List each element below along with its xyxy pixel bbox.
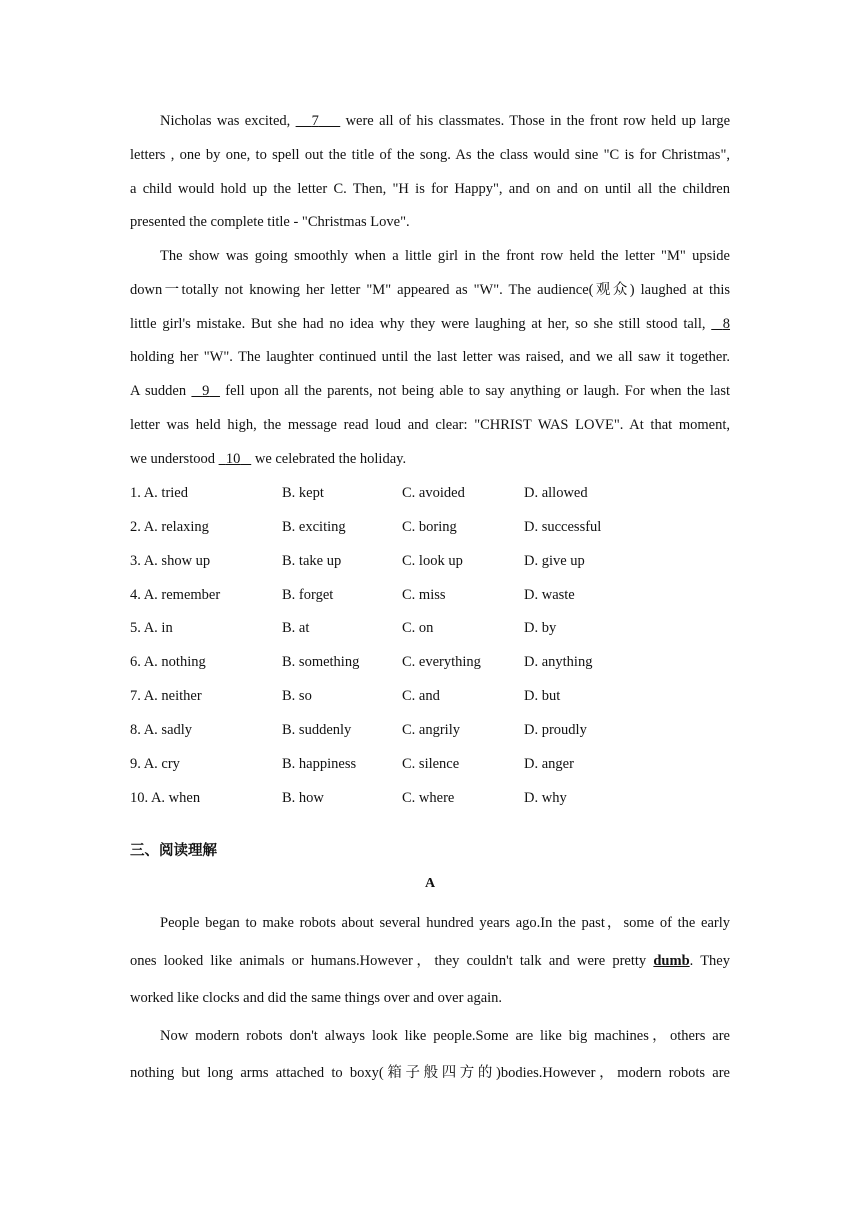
question-row [130,519,730,539]
option-a: 7. A. neither [130,688,202,705]
blank-10: 10 [225,450,241,467]
passage-label: A [424,876,436,891]
question-row [130,587,730,607]
text-line: a child would hold up the letter C. Then, "H is for Happy", and on and on until all the children [130,180,730,197]
option-b: B. happiness [282,755,357,772]
option-a: 6. A. nothing [130,654,206,671]
option-d: D. waste [524,586,575,603]
option-b: B. kept [282,485,324,501]
text-line: presented the complete title - "Christmas Love". [130,214,410,231]
option-d: D. allowed [524,485,588,501]
text-line: little girl's mistake. But she had no idea why they were laughing at her, so she still stood tall, 8 [130,315,731,332]
vocab-word: dumb [653,952,690,969]
option-b: B. exciting [282,518,346,535]
text-line: letter was held high, the message read loud and clear: "CHRIST WAS LOVE". At that moment, [130,416,730,433]
option-c: C. and [402,688,440,705]
option-d: D. by [524,620,557,637]
question-row [130,756,730,776]
question-row [130,688,730,708]
cloze-paragraph-1 [130,105,730,240]
option-d: D. give up [524,552,585,569]
reading-passage-a [130,905,730,1093]
option-c: C. angrily [402,721,460,738]
text-line: worked like clocks and did the same things over and over again. [130,990,503,1006]
option-d: D. why [524,789,567,806]
option-c: C. where [402,789,455,806]
option-d: D. successful [524,518,602,535]
option-a: 10. A. when [130,789,201,806]
option-c: C. miss [402,586,446,603]
blank-8: 8 [722,315,731,332]
text-line: down一totally not knowing her letter "M" appeared as "W". The audience(观众) laughed at this [130,281,730,298]
option-a: 8. A. sadly [130,721,193,738]
cloze-paragraph-2 [130,240,730,477]
option-d: D. anger [524,755,574,772]
option-b: B. something [282,654,360,671]
option-b: B. suddenly [282,721,352,738]
option-c: C. silence [402,755,460,772]
option-d: D. but [524,688,561,705]
question-row [130,722,730,742]
text-line: A sudden 9 fell upon all the parents, not being able to say anything or laugh. For when the last [130,383,731,400]
question-row [130,654,730,674]
option-b: B. so [282,688,312,705]
option-c: C. on [402,620,434,637]
option-a: 1. A. tried [130,485,188,501]
option-d: D. anything [524,654,593,671]
text-line: letters , one by one, to spell out the title of the song. As the class would sine "C is for Christmas", [130,146,730,163]
option-c: C. everything [402,654,481,671]
question-row [130,485,730,505]
text-line: The show was going smoothly when a little girl in the front row held the letter "M" upside [160,248,730,264]
text-line: Nicholas was excited, 7 were all of his classmates. Those in the front row held up large [160,113,731,129]
option-a: 2. A. relaxing [130,518,209,535]
option-a: 9. A. cry [130,755,180,772]
option-a: 5. A. in [130,620,173,637]
question-row [130,620,730,640]
text-line: People began to make robots about several hundred years ago.In the past，some of the early [160,915,730,931]
blank-9: 9 [202,383,210,400]
option-b: B. forget [282,586,334,603]
text-line: Now modern robots don't always look like people.Some are like big machines，others are [160,1027,730,1044]
option-c: C. avoided [402,485,465,501]
text-line: nothing but long arms attached to boxy(箱子般四方的)bodies.However，modern robots are [130,1065,730,1081]
text-line: we understood 10 we celebrated the holiday. [130,450,407,467]
option-b: B. at [282,620,310,637]
option-b: B. take up [282,552,342,569]
text-line: holding her "W". The laughter continued until the last letter was raised, and we all saw it together. [130,349,730,366]
question-row [130,553,730,573]
option-a: 3. A. show up [130,552,211,569]
option-c: C. boring [402,518,457,535]
option-a: 4. A. remember [130,586,221,603]
section-heading: 三、阅读理解 [130,843,217,859]
text-line: ones looked like animals or humans.However，they couldn't talk and were pretty dumb. They [130,952,730,969]
option-d: D. proudly [524,721,587,738]
question-row [130,790,730,810]
blank-7: 7 [311,113,319,129]
option-c: C. look up [402,552,463,569]
option-b: B. how [282,789,324,806]
